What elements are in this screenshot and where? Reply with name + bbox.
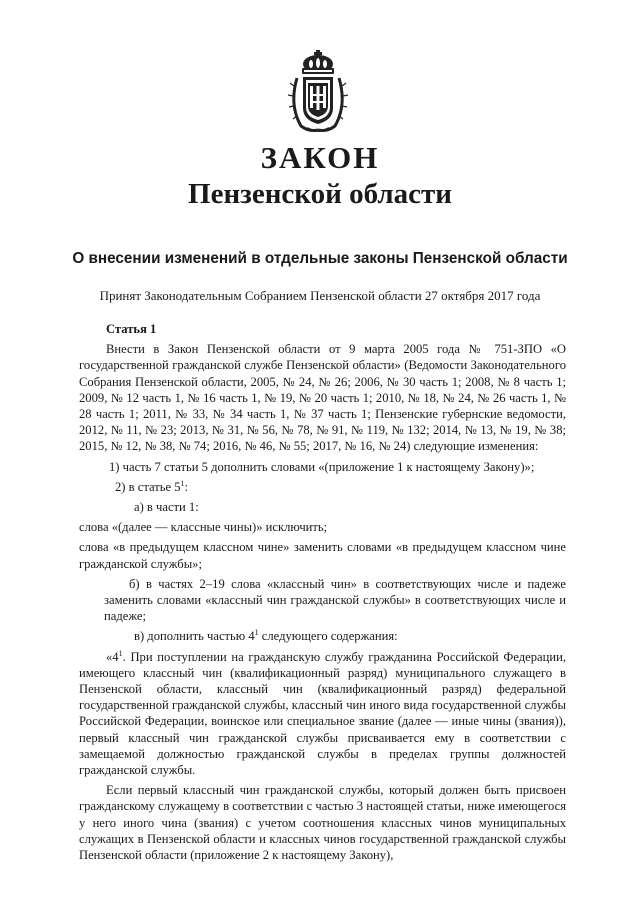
second-paragraph: Если первый классный чин гражданской службы, который должен быть присвоен гражданскому служащему в соответствии с частью 3 настоящей статьи, ниже имеющегося у него иного чина (звания) с учетом соотношения классных чинов муниципальных служащих в Пензенской области и классных чинов государственной гражданской службы Пензенской области (приложение 2 к настоящему Закону), bbox=[79, 783, 566, 863]
words-replace-paragraph: слова «в предыдущем классном чине» заменить словами «в предыдущем классном чине гражданской службы»; bbox=[79, 540, 566, 571]
adoption-note: Принят Законодательным Собранием Пензенской области 27 октября 2017 года bbox=[99, 288, 541, 303]
article-heading: Статья 1 bbox=[106, 322, 157, 336]
sub-item-b: б) в частях 2–19 слова «классный чин» в соответствующих числе и падеже заменить словами «классный чин гражданской службы» в соответствующих числе и падеже; bbox=[104, 576, 566, 624]
list-item-1: 1) часть 7 статьи 5 дополнить словами «(приложение 1 к настоящему Закону)»; bbox=[109, 459, 535, 474]
article-intro-paragraph: Внести в Закон Пензенской области от 9 марта 2005 года № 751-ЗПО «О государственной гражданской службе Пензенской области» (Ведомости Законодательного Собрания Пензенской области, 2005, № 24, № 26; 2006, № 30 часть 1; 2008, № 8 часть 1; 2009, № 12 часть 1, № 16 часть 1, № 19, № 20 часть 1; 2010, № 18, № 24, № 26 часть 1, № 28 часть 1; 2011, № 33, № 34 часть 1, № 37 часть 1; Пензенские губернские ведомости, 2012, № 11, № 23; 2013, № 31, № 56, № 78, № 91, № 119, № 132; 2014, № 13, № 19, № 38; 2015, № 12, № 38, № 74; 2016, № 46, № 55; 2017, № 16, № 24) следующие изменения: bbox=[79, 342, 566, 454]
shield-icon bbox=[303, 77, 333, 124]
region-title: Пензенской области bbox=[188, 178, 452, 210]
document-body bbox=[79, 321, 566, 863]
law-subject-heading: О внесении изменений в отдельные законы Пензенской области bbox=[72, 250, 568, 267]
quoted-part-paragraph: «$4^1$. При поступлении на гражданскую службу гражданина Российской Федерации, имеющего классный чин (квалификационный разряд) муниципального служащего в Пензенской области, классный чин (квалификационный разряд) федеральной государственной гражданской службы, классный чин иного вида государственной службы Российской Федерации, воинское или специальное звание (далее — иные чины (звания)), первый классный чин гражданской службы присваивается ему в соответствии с замещаемой должностью гражданской службы в пределах группы должностей гражданской службы. bbox=[79, 648, 566, 778]
coat-of-arms-emblem bbox=[287, 50, 349, 134]
sub-item-a: а) в части 1: bbox=[134, 500, 199, 515]
list-item-2: 2) в статье $5^1$: bbox=[115, 478, 189, 494]
words-remove-paragraph: слова «(далее — классные чины)» исключить; bbox=[79, 520, 328, 535]
sub-item-v: в) дополнить частью $4^1$ следующего содержания: bbox=[134, 628, 398, 644]
document-type-title: ЗАКОН bbox=[260, 140, 380, 175]
